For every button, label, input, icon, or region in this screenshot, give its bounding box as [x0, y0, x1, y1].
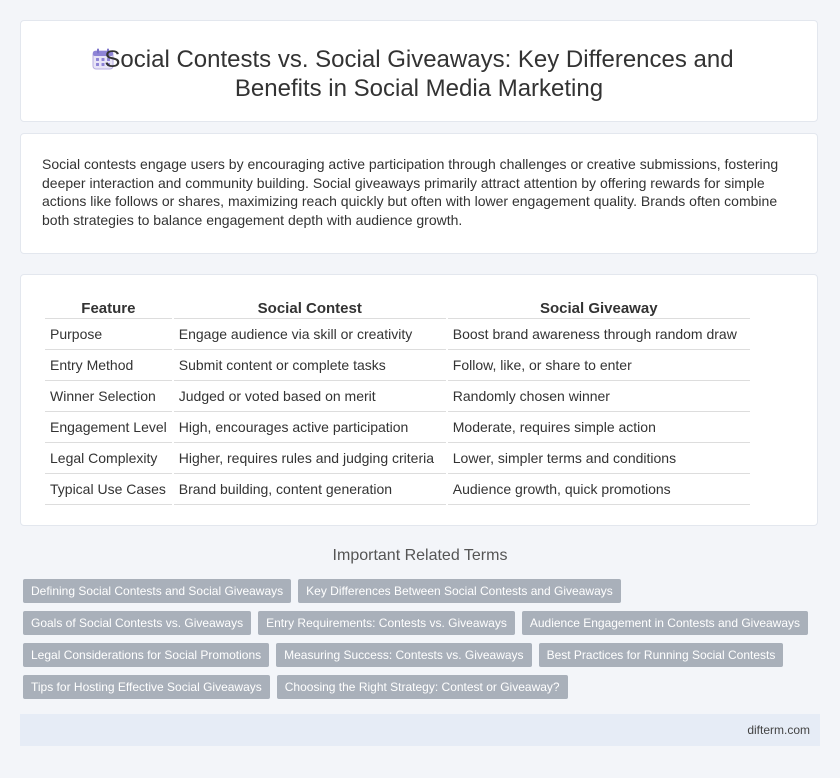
table-cell: Winner Selection — [45, 381, 172, 412]
related-term-tag[interactable]: Best Practices for Running Social Contests — [539, 643, 784, 667]
intro-card — [20, 133, 818, 254]
related-term-tag[interactable]: Defining Social Contests and Social Giveaways — [23, 579, 291, 603]
table-cell: High, encourages active participation — [174, 412, 446, 443]
table-cell: Engagement Level — [45, 412, 172, 443]
table-cell: Follow, like, or share to enter — [448, 350, 750, 381]
table-row — [45, 443, 750, 474]
footer-site-link[interactable]: difterm.com — [747, 723, 810, 737]
related-term-tag[interactable]: Measuring Success: Contests vs. Giveaways — [276, 643, 531, 667]
table-cell: Judged or voted based on merit — [174, 381, 446, 412]
table-cell: Higher, requires rules and judging criteria — [174, 443, 446, 474]
page-title-line-2: Benefits in Social Media Marketing — [234, 75, 604, 102]
table-cell: Lower, simpler terms and conditions — [448, 443, 750, 474]
table-row — [45, 412, 750, 443]
tag-row — [23, 579, 803, 603]
tag-row — [23, 643, 803, 667]
table-row — [45, 319, 750, 350]
header-feature: Feature — [45, 297, 172, 319]
tag-row — [23, 675, 803, 699]
related-term-tag[interactable]: Audience Engagement in Contests and Giveaways — [522, 611, 808, 635]
related-term-tag[interactable]: Tips for Hosting Effective Social Giveaways — [23, 675, 270, 699]
page-title-line-1: Social Contests vs. Social Giveaways: Key Differences and — [104, 46, 734, 73]
related-terms-list — [23, 579, 803, 707]
table-cell: Boost brand awareness through random draw — [448, 319, 750, 350]
tag-row — [23, 611, 803, 635]
related-term-tag[interactable]: Choosing the Right Strategy: Contest or Giveaway? — [277, 675, 568, 699]
comparison-table — [43, 297, 752, 505]
table-cell: Randomly chosen winner — [448, 381, 750, 412]
table-row — [45, 381, 750, 412]
related-term-tag[interactable]: Key Differences Between Social Contests and Giveaways — [298, 579, 621, 603]
related-term-tag[interactable]: Legal Considerations for Social Promotions — [23, 643, 269, 667]
related-terms-heading: Important Related Terms — [332, 547, 508, 564]
related-term-tag[interactable]: Goals of Social Contests vs. Giveaways — [23, 611, 251, 635]
table-cell: Engage audience via skill or creativity — [174, 319, 446, 350]
header-social-giveaway: Social Giveaway — [448, 297, 750, 319]
related-term-tag[interactable]: Entry Requirements: Contests vs. Giveaways — [258, 611, 515, 635]
table-row — [45, 350, 750, 381]
table-cell: Audience growth, quick promotions — [448, 474, 750, 505]
footer — [20, 714, 820, 746]
header-social-contest: Social Contest — [174, 297, 446, 319]
table-cell: Moderate, requires simple action — [448, 412, 750, 443]
table-cell: Brand building, content generation — [174, 474, 446, 505]
table-cell: Entry Method — [45, 350, 172, 381]
comparison-table-card — [20, 274, 818, 526]
table-row — [45, 474, 750, 505]
table-cell: Legal Complexity — [45, 443, 172, 474]
table-cell: Submit content or complete tasks — [174, 350, 446, 381]
page-title — [21, 45, 817, 103]
intro-paragraph: Social contests engage users by encouraging active participation through challenges or creative submissions, fostering deeper interaction and community building. Social giveaways primarily attract attention by offering rewards for simple actions like follows or shares, maximizing reach quickly but often with lower engagement quality. Brands often combine both strategies to balance engagement depth with audience growth. — [42, 156, 779, 228]
table-cell: Typical Use Cases — [45, 474, 172, 505]
table-header-row — [45, 297, 750, 319]
title-card — [20, 20, 818, 122]
table-cell: Purpose — [45, 319, 172, 350]
